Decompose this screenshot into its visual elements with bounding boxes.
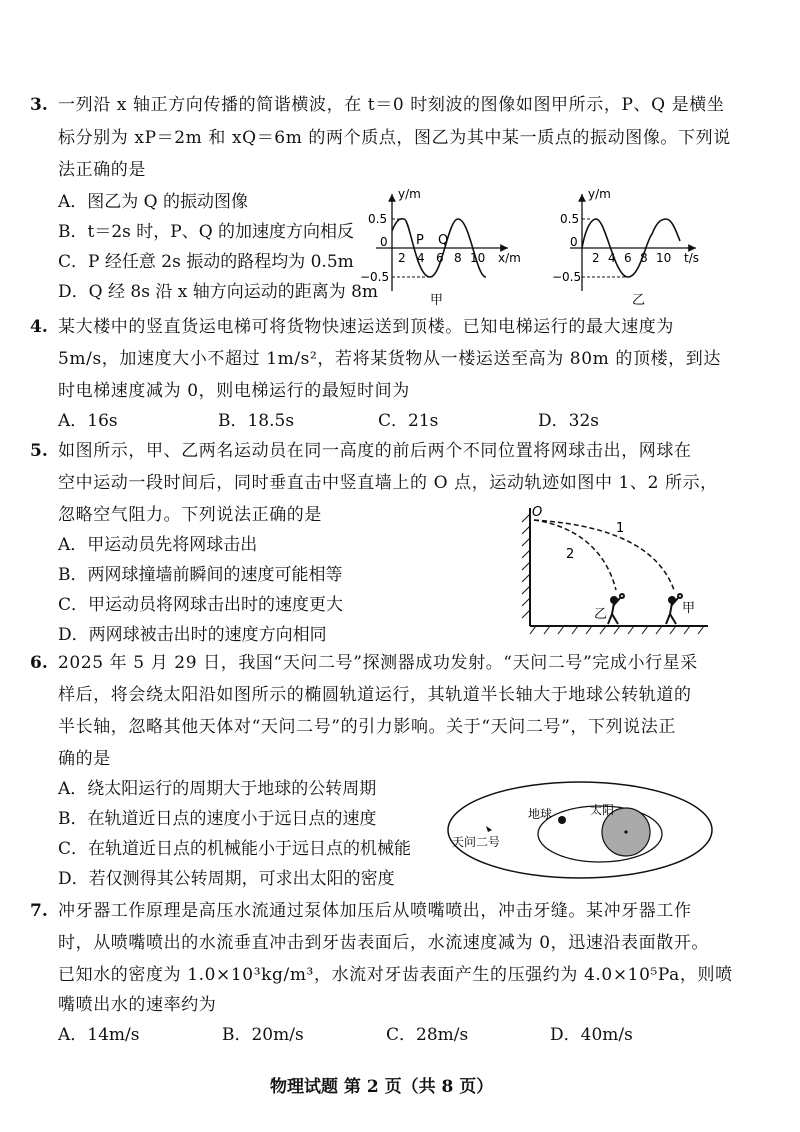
q6-option-a: A．绕太阳运行的周期大于地球的公转周期 — [58, 779, 377, 799]
player-yi-icon — [608, 594, 624, 624]
player-yi-label: 乙 — [594, 607, 608, 622]
q6-line-3: 半长轴，忽略其他天体对“天问二号”的引力影响。关于“天问二号”，下列说法正 — [58, 717, 676, 737]
trajectory-2-label: 2 — [566, 547, 575, 562]
q3-line-3: 法正确的是 — [58, 160, 146, 180]
q5-line-3: 忽略空气阻力。下列说法正确的是 — [58, 505, 322, 525]
q6-option-b: B．在轨道近日点的速度小于远日点的速度 — [58, 809, 377, 829]
q6-line-2: 样后，将会绕太阳沿如图所示的椭圆轨道运行，其轨道半长轴大于地球公转轨道的 — [58, 685, 692, 705]
q6-line-4: 确的是 — [58, 749, 111, 769]
player-jia-icon — [666, 594, 682, 624]
player-jia-label: 甲 — [682, 601, 696, 616]
q3-option-b: B．t＝2s 时，P、Q 的加速度方向相反 — [58, 222, 355, 242]
q7-line-1: 冲牙器工作原理是高压水流通过泵体加压后从喷嘴喷出，冲击牙缝。某冲牙器工作 — [58, 901, 692, 921]
q6-option-d: D．若仅测得其公转周期，可求出太阳的密度 — [58, 869, 395, 889]
trajectory-1-label: 1 — [616, 521, 625, 536]
q7-option-c: C．28m/s — [386, 1025, 469, 1045]
q3-option-c: C．P 经任意 2s 振动的路程均为 0.5m — [58, 252, 354, 272]
earth-icon — [558, 816, 566, 824]
q3-line-1: 一列沿 x 轴正方向传播的简谐横波，在 t＝0 时刻波的图像如图甲所示，P、Q 是横坐 — [58, 95, 725, 115]
sun-label: 太阳 — [590, 803, 615, 817]
q4-option-a: A．16s — [58, 411, 118, 431]
wave-x-tick-6: 6 — [436, 251, 444, 265]
q7-option-b: B．20m/s — [222, 1025, 304, 1045]
wave-graph-figure — [358, 186, 538, 308]
orbit-figure — [440, 772, 720, 892]
q6-number: 6. — [30, 653, 48, 673]
wave-caption: 甲 — [430, 293, 444, 308]
q3-line-2: 标分别为 xP＝2m 和 xQ＝6m 的两个质点，图乙为其中某一质点的振动图像。下列说 — [58, 128, 731, 148]
q4-line-2: 5m/s，加速度大小不超过 1m/s²，若将某货物从一楼运送至高为 80m 的顶楼，到达 — [58, 349, 721, 369]
q4-line-3: 时电梯速度减为 0，则电梯运行的最短时间为 — [58, 381, 410, 401]
q5-option-a: A．甲运动员先将网球击出 — [58, 535, 258, 555]
vib-y-tick-top: 0.5 — [560, 212, 580, 226]
wave-x-tick-4: 4 — [417, 251, 425, 265]
page-footer: 物理试题 第 2 页（共 8 页） — [270, 1077, 494, 1097]
wave-x-tick-10: 10 — [470, 251, 486, 265]
wave-y-tick-top: 0.5 — [368, 212, 388, 226]
vib-caption: 乙 — [632, 293, 646, 308]
vib-y-label: y/m — [588, 187, 611, 201]
q5-line-1: 如图所示，甲、乙两名运动员在同一高度的前后两个不同位置将网球击出，网球在 — [58, 441, 692, 461]
wall-hatching — [522, 514, 530, 618]
vibration-graph-figure — [548, 186, 708, 308]
vib-x-tick-10: 10 — [656, 251, 672, 265]
q7-option-d: D．40m/s — [550, 1025, 633, 1045]
q5-number: 5. — [30, 441, 48, 461]
earth-label: 地球 — [528, 807, 553, 821]
vib-x-tick-6: 6 — [624, 251, 632, 265]
wave-y-tick-zero: 0 — [380, 235, 388, 249]
q7-option-a: A．14m/s — [58, 1025, 140, 1045]
wave-point-q: Q — [438, 233, 449, 248]
q4-option-b: B．18.5s — [218, 411, 295, 431]
vib-x-tick-2: 2 — [592, 251, 600, 265]
trajectory-1 — [534, 520, 674, 590]
q3-number: 3. — [30, 95, 48, 115]
q6-option-c: C．在轨道近日点的机械能小于远日点的机械能 — [58, 839, 412, 859]
wave-point-p: P — [416, 233, 424, 248]
q3-option-d: D．Q 经 8s 沿 x 轴方向运动的距离为 8m — [58, 282, 379, 302]
q7-line-2: 时，从喷嘴喷出的水流垂直冲击到牙齿表面后，水流速度减为 0，迅速沿表面散开。 — [58, 933, 710, 953]
q5-option-c: C．甲运动员将网球击出时的速度更大 — [58, 595, 344, 615]
q4-number: 4. — [30, 317, 48, 337]
vib-y-tick-bottom: −0.5 — [552, 270, 582, 284]
probe-arrow-icon — [486, 826, 492, 832]
vib-y-tick-zero: 0 — [570, 235, 578, 249]
q4-option-c: C．21s — [378, 411, 439, 431]
vib-x-label: t/s — [684, 251, 699, 265]
q5-option-b: B．两网球撞墙前瞬间的速度可能相等 — [58, 565, 343, 585]
q7-line-3: 已知水的密度为 1.0×10³kg/m³，水流对牙齿表面产生的压强约为 4.0×10⁵Pa，则喷 — [58, 965, 733, 985]
vib-x-tick-4: 4 — [608, 251, 616, 265]
ground-hatching — [530, 626, 704, 634]
q6-line-1: 2025 年 5 月 29 日，我国“天问二号”探测器成功发射。“天问二号”完成小行星采 — [58, 653, 698, 673]
wave-y-label: y/m — [398, 187, 421, 201]
q4-line-1: 某大楼中的竖直货运电梯可将货物快速运送到顶楼。已知电梯运行的最大速度为 — [58, 317, 674, 337]
q7-number: 7. — [30, 901, 48, 921]
vib-x-tick-8: 8 — [640, 251, 648, 265]
point-o-label: O — [532, 505, 543, 520]
tennis-wall-figure — [516, 500, 716, 642]
wave-y-tick-bottom: −0.5 — [360, 270, 390, 284]
wave-x-tick-2: 2 — [398, 251, 406, 265]
probe-label: 天问二号 — [452, 835, 501, 849]
wave-x-label: x/m — [498, 251, 521, 265]
q3-option-a: A．图乙为 Q 的振动图像 — [58, 192, 249, 212]
q4-option-d: D．32s — [538, 411, 599, 431]
trajectory-2 — [534, 520, 616, 590]
sun-center-dot — [624, 830, 627, 833]
q5-line-2: 空中运动一段时间后，同时垂直击中竖直墙上的 O 点，运动轨迹如图中 1、2 所示， — [58, 473, 718, 493]
q5-option-d: D．两网球被击出时的速度方向相同 — [58, 625, 327, 645]
q7-line-4: 嘴喷出水的速率约为 — [58, 995, 217, 1015]
wave-x-tick-8: 8 — [454, 251, 462, 265]
